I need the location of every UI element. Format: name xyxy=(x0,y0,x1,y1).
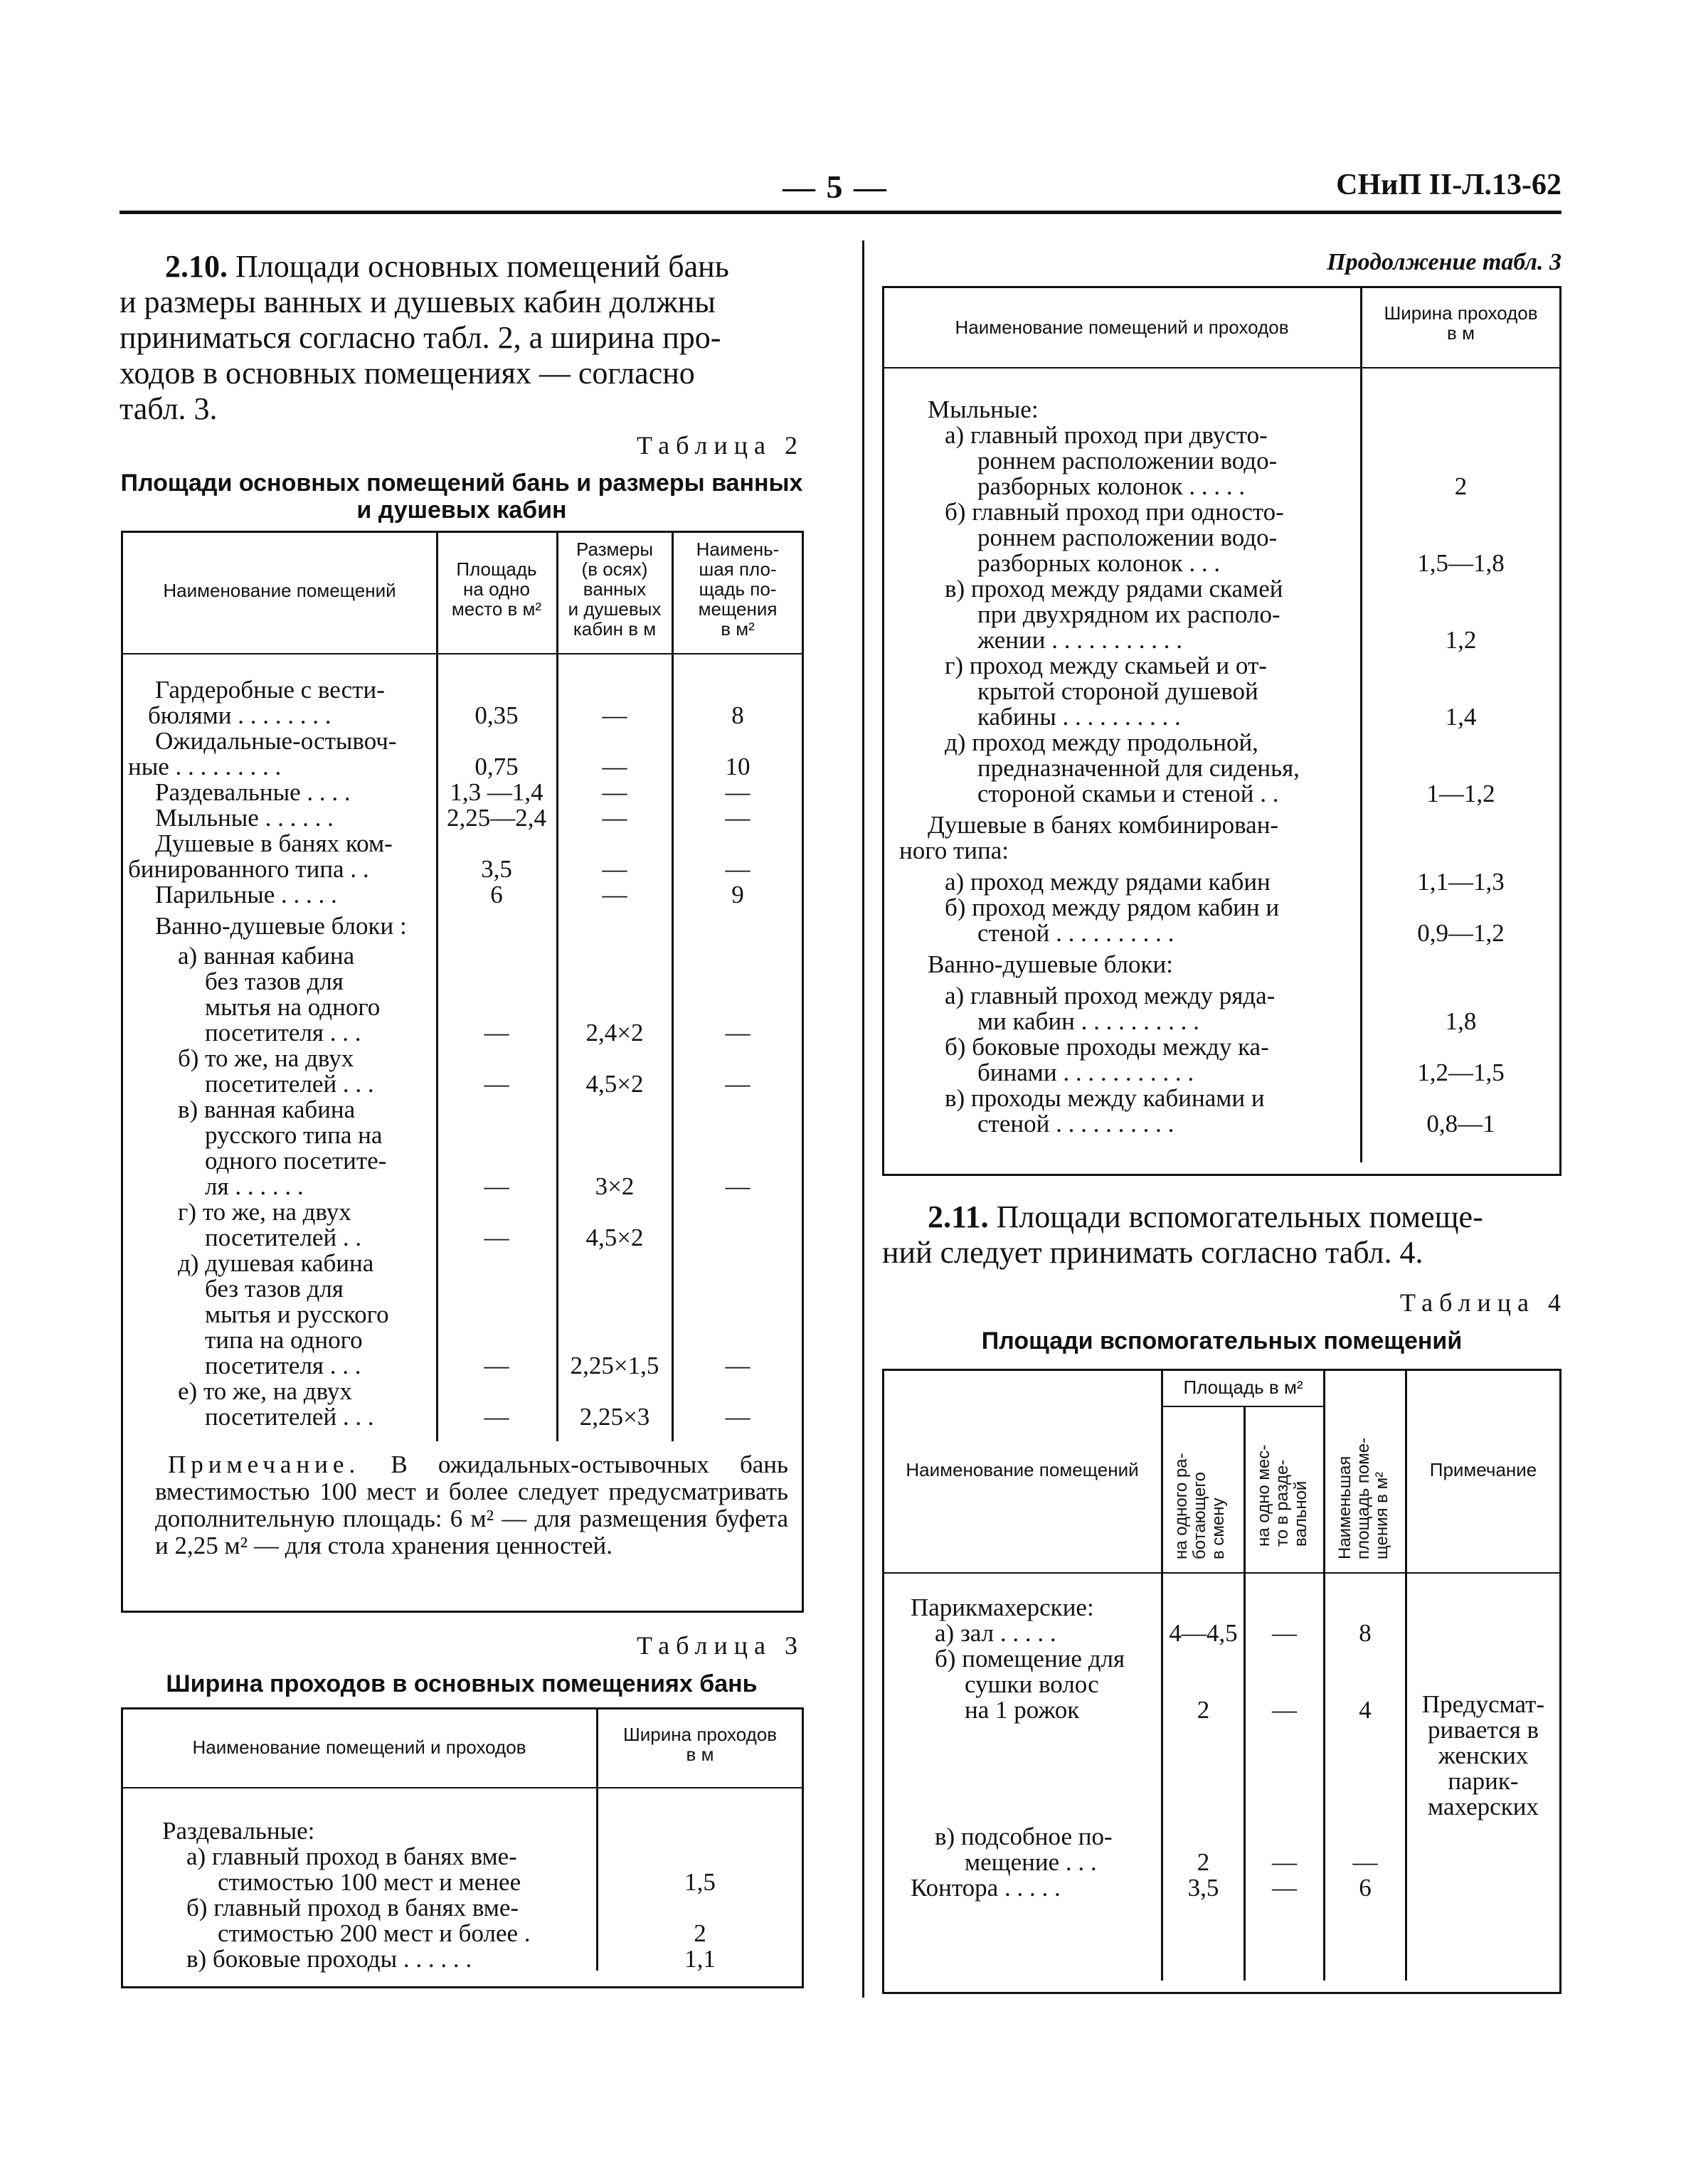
header-note: Примечание xyxy=(1429,1459,1537,1480)
header-name: Наименование помещений xyxy=(906,1459,1139,1480)
section-number: 2.11. xyxy=(928,1199,989,1234)
table3-continuation-label: Продолжение табл. 3 xyxy=(1327,249,1561,275)
section-number: 2.10. xyxy=(165,249,228,284)
table4: Наименование помещений Площадь в м² на одного ра- ботающего в смену на одно мес- то в разде- вальной Наименьшая площадь поме- щения в м² Примечание Парикмахерские: а) зал . . . . . 4—4,5 — 8 б) помещение для сушки волос на 1 рожок 2 — 4 Предусмат- ривается в женских парик- махерских в) подсобное по- мещение . . . 2 — — Контора . . . . . 3,5 — 6 xyxy=(882,1369,1561,1995)
table3-label: Таблица 3 xyxy=(637,1631,804,1660)
header-size: Размеры (в осях) ванных и душевых кабин в м xyxy=(568,539,662,640)
header-per-place: на одно мес- то в разде- вальной xyxy=(1254,1444,1310,1547)
table2-label: Таблица 2 xyxy=(637,431,804,460)
header-width: Ширина проходов в м xyxy=(1384,302,1538,344)
column-divider xyxy=(862,240,864,1998)
table4-label: Таблица 4 xyxy=(1400,1288,1567,1317)
header-name: Наименование помещений и проходов xyxy=(955,317,1289,338)
table3: Наименование помещений и проходов Ширина проходов в м Раздевальные: а) главный проход в банях вме- стимостью 100 мест и менее 1,5 б) главный проход в банях вме- стимостью 200 мест и более . 2 в) боковые проходы . . . . . . 1,1 xyxy=(121,1707,804,1989)
header-width: Ширина проходов в м xyxy=(622,1724,778,1765)
table2-note: Примечание. В ожидальных-остывочных бань вместимостью 100 мест и более следует предусматривать дополнительную площадь: 6 м² — для размещения буфета и 2,25 м² — для стола хранения ценностей. xyxy=(155,1451,788,1559)
header-area: Площадь на одно место в м² xyxy=(451,558,542,620)
section-2-10: 2.10. Площади основных помещений бань и размеры ванных и душевых кабин должны приниматься согласно табл. 2, а ширина про- ходов в основных помещениях — согласно табл. 3. xyxy=(120,249,729,426)
header-min-area: Наименьшая площадь поме- щения в м² xyxy=(1335,1437,1391,1559)
note-label: Примечание. xyxy=(168,1451,361,1478)
table3-continued: Наименование помещений и проходов Ширина проходов в м Мыльные: а) главный проход при двусто- роннем расположении водо- разборных колонок . . . . . 2 б) главный проход при односто- роннем расположении водо- разборных колонок . . . 1,5—1,8 в) проход между рядами скамей при двухрядном их располо- жении . . . . . . . . . . . 1,2 г) проход между скамьей и от- крытой стороной душевой кабины . . . . . . . . . . 1,4 д) проход между продольной, предназначенной для сиденья, стороной скамьи и стеной . . 1—1,2 Душевые в банях комбинирован- ного типа: а) проход между рядами кабин 1,1—1,3 б) проход между рядом кабин и стеной . . . . . . . . . . 0,9—1,2 Ванно-душевые блоки: а) главный проход между ряда- ми кабин . . . . . . . . . . 1,8 б) боковые проходы между ка- бинами . . . . . . . . . . . 1,2—1,5 в) проходы между кабинами и стеной . . . . . . . . . . 0,8—1 xyxy=(882,286,1561,1177)
header-per-worker: на одного ра- ботающего в смену xyxy=(1172,1453,1228,1559)
table4-title: Площади вспомогательных помещений xyxy=(981,1327,1463,1355)
document-code: СНиП II-Л.13-62 xyxy=(1336,169,1561,201)
page-number: — 5 — xyxy=(783,169,888,205)
section-2-11: 2.11. Площади вспомогательных помеще- ний следует принимать согласно табл. 4. xyxy=(882,1199,1483,1270)
header-name: Наименование помещений и проходов xyxy=(192,1737,526,1758)
table2: Наименование помещений Площадь на одно место в м² Размеры (в осях) ванных и душевых кабин в м Наимень- шая пло- щадь по- мещения в м² Гардеробные с вести- бюлями . . . . . . . . 0,35 — 8 Ожидальные-остывоч- ные . . . . . . . . . 0,75 — 10 Раздевальные . . . . 1,3 —1,4 — — Мыльные . . . . . . 2,25—2,4 — — Душевые в банях ком- бинированного типа . . 3,5 — — Парильные . . . . . 6 — 9 Ванно-душевые блоки : а) ванная кабина без тазов для мытья на одного посетителя . . . — 2,4×2 — б) то же, на двух посетителей . . . — 4,5×2 — в) ванная кабина русского типа на одного посетите- ля . . . . . . — 3×2 — г) то же, на двух посетителей . . — 4,5×2 д) душевая кабина без тазов для мытья и русского типа на одного посетителя . . . — 2,25×1,5 — е) то же, на двух посетителей . . . — 2,25×3 — Примечание. В ожидальных-остывочных бань вместимостью 100 мест и более следует предусматривать дополнительную площадь: 6 м² — для размещения буфета и 2,25 м² — для стола хранения ценностей. xyxy=(121,531,804,1613)
header-min-area: Наимень- шая пло- щадь по- мещения в м² xyxy=(696,539,780,640)
header-name: Наименование помещений xyxy=(163,580,396,601)
table2-title: Площади основных помещений бань и размеры ванных и душевых кабин xyxy=(120,470,803,524)
header-area-group: Площадь в м² xyxy=(1183,1377,1303,1398)
table3-title: Ширина проходов в основных помещениях бань xyxy=(166,1670,758,1697)
header-rule xyxy=(120,211,1561,214)
